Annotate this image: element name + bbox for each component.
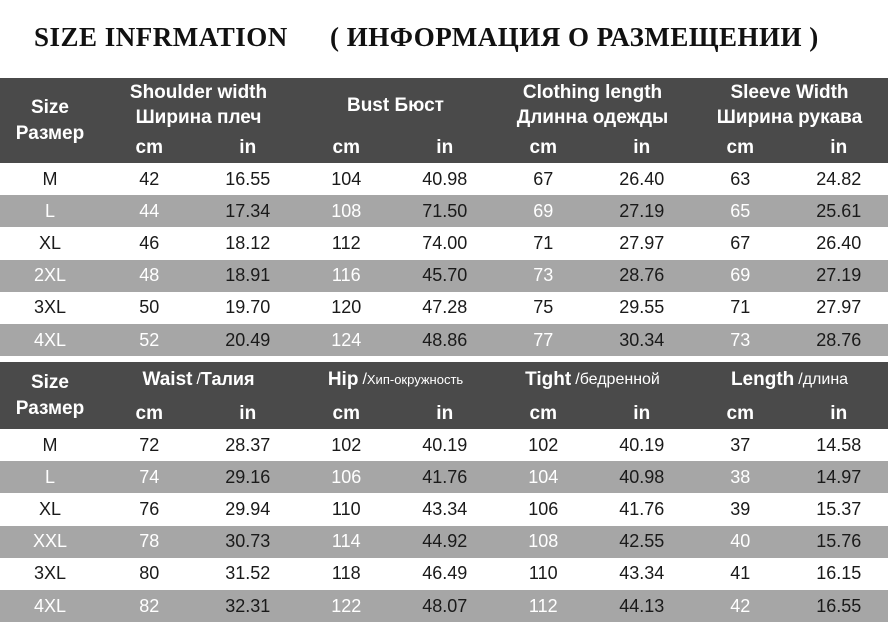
value-cell: 73 [494,260,593,292]
value-cell: 25.61 [790,195,888,227]
value-cell: 48.07 [396,590,495,622]
size-cell: 4XL [0,324,100,356]
value-cell: 42 [691,590,790,622]
value-cell: 69 [494,195,593,227]
page-title: SIZE INFRMATION [34,22,288,53]
value-cell: 124 [297,324,396,356]
header-tight [494,362,691,397]
value-cell: 120 [297,292,396,324]
value-cell: 29.55 [593,292,692,324]
value-cell: 75 [494,292,593,324]
header-separator: / [575,367,579,392]
header-ru: Ширина рукава [717,105,862,130]
unit-header: cm [100,132,199,163]
value-cell: 67 [494,163,593,195]
value-cell: 106 [494,493,593,525]
value-cell: 112 [297,227,396,259]
header-en: Waist [143,367,193,392]
unit-header: in [396,397,495,429]
header-en: Length [731,367,794,392]
value-cell: 48.86 [396,324,495,356]
size-cell: XL [0,227,100,259]
header-en: Sleeve Width [730,80,848,105]
value-cell: 27.19 [593,195,692,227]
value-cell: 28.76 [790,324,888,356]
value-cell: 15.76 [790,526,888,558]
header-ru: Ширина плеч [136,105,262,130]
header-en: Bust Бюст [347,93,444,118]
value-cell: 37 [691,429,790,461]
value-cell: 82 [100,590,199,622]
unit-header: in [199,132,298,163]
unit-header: in [790,132,888,163]
value-cell: 14.58 [790,429,888,461]
unit-header: in [396,132,495,163]
size-cell: L [0,461,100,493]
size-header-en: Size [31,95,69,121]
value-cell: 78 [100,526,199,558]
unit-header: cm [100,397,199,429]
size-header-en: Size [31,370,69,396]
size-table-bottom [0,362,888,622]
value-cell: 31.52 [199,558,298,590]
size-cell: 2XL [0,260,100,292]
value-cell: 50 [100,292,199,324]
unit-header: in [593,132,692,163]
value-cell: 32.31 [199,590,298,622]
value-cell: 44 [100,195,199,227]
value-cell: 40.19 [396,429,495,461]
value-cell: 102 [494,429,593,461]
unit-header: cm [494,132,593,163]
value-cell: 74 [100,461,199,493]
unit-header: cm [297,132,396,163]
size-header [0,362,100,429]
value-cell: 43.34 [396,493,495,525]
value-cell: 27.97 [790,292,888,324]
value-cell: 122 [297,590,396,622]
value-cell: 118 [297,558,396,590]
unit-header: cm [494,397,593,429]
value-cell: 67 [691,227,790,259]
header-en: Clothing length [523,80,662,105]
header-separator: / [798,367,802,392]
value-cell: 76 [100,493,199,525]
value-cell: 15.37 [790,493,888,525]
header-hip [297,362,494,397]
value-cell: 74.00 [396,227,495,259]
unit-header: in [199,397,298,429]
value-cell: 47.28 [396,292,495,324]
size-header [0,78,100,163]
value-cell: 80 [100,558,199,590]
value-cell: 72 [100,429,199,461]
value-cell: 71 [691,292,790,324]
value-cell: 40.19 [593,429,692,461]
value-cell: 20.49 [199,324,298,356]
unit-header: cm [297,397,396,429]
header-ru: Хип-окружность [367,367,463,392]
header-waist [100,362,297,397]
value-cell: 17.34 [199,195,298,227]
value-cell: 30.34 [593,324,692,356]
value-cell: 44.13 [593,590,692,622]
size-cell: 4XL [0,590,100,622]
value-cell: 40.98 [396,163,495,195]
value-cell: 29.16 [199,461,298,493]
header-ru: длина [803,367,848,392]
value-cell: 42.55 [593,526,692,558]
header-separator: / [196,367,200,392]
value-cell: 110 [297,493,396,525]
value-cell: 27.19 [790,260,888,292]
size-cell: XL [0,493,100,525]
header-ru: Длинна одежды [517,105,669,130]
value-cell: 52 [100,324,199,356]
value-cell: 44.92 [396,526,495,558]
value-cell: 110 [494,558,593,590]
value-cell: 26.40 [790,227,888,259]
value-cell: 45.70 [396,260,495,292]
value-cell: 108 [494,526,593,558]
value-cell: 106 [297,461,396,493]
value-cell: 26.40 [593,163,692,195]
value-cell: 30.73 [199,526,298,558]
header-en: Tight [525,367,571,392]
size-cell: XXL [0,526,100,558]
value-cell: 73 [691,324,790,356]
header-clothing-length [494,78,691,132]
value-cell: 40.98 [593,461,692,493]
size-cell: M [0,429,100,461]
header-ru: Талия [201,367,255,392]
size-table-top [0,78,888,356]
value-cell: 16.55 [790,590,888,622]
value-cell: 27.97 [593,227,692,259]
value-cell: 39 [691,493,790,525]
value-cell: 65 [691,195,790,227]
value-cell: 77 [494,324,593,356]
unit-header: in [790,397,888,429]
value-cell: 63 [691,163,790,195]
title-bar [0,0,888,78]
header-en: Hip [328,367,359,392]
value-cell: 116 [297,260,396,292]
value-cell: 108 [297,195,396,227]
header-ru: бедренной [580,367,660,392]
value-cell: 43.34 [593,558,692,590]
value-cell: 102 [297,429,396,461]
header-shoulder-width [100,78,297,132]
unit-header: cm [691,132,790,163]
value-cell: 38 [691,461,790,493]
value-cell: 19.70 [199,292,298,324]
value-cell: 41.76 [396,461,495,493]
value-cell: 41.76 [593,493,692,525]
value-cell: 46 [100,227,199,259]
header-bust [297,78,494,132]
value-cell: 46.49 [396,558,495,590]
value-cell: 42 [100,163,199,195]
value-cell: 104 [297,163,396,195]
value-cell: 41 [691,558,790,590]
value-cell: 29.94 [199,493,298,525]
size-cell: 3XL [0,292,100,324]
value-cell: 71 [494,227,593,259]
value-cell: 18.91 [199,260,298,292]
size-cell: M [0,163,100,195]
value-cell: 16.15 [790,558,888,590]
value-cell: 112 [494,590,593,622]
value-cell: 71.50 [396,195,495,227]
unit-header: in [593,397,692,429]
value-cell: 40 [691,526,790,558]
size-header-ru: Размер [16,396,84,422]
size-cell: L [0,195,100,227]
value-cell: 69 [691,260,790,292]
value-cell: 48 [100,260,199,292]
value-cell: 24.82 [790,163,888,195]
header-separator: / [362,367,366,392]
page-title-russian: ( ИНФОРМАЦИЯ О РАЗМЕЩЕНИИ ) [330,22,819,53]
unit-header: cm [691,397,790,429]
header-en: Shoulder width [130,80,267,105]
value-cell: 114 [297,526,396,558]
size-cell: 3XL [0,558,100,590]
value-cell: 28.37 [199,429,298,461]
value-cell: 18.12 [199,227,298,259]
value-cell: 16.55 [199,163,298,195]
header-sleeve-width [691,78,888,132]
header-length [691,362,888,397]
size-header-ru: Размер [16,121,84,147]
value-cell: 28.76 [593,260,692,292]
value-cell: 104 [494,461,593,493]
value-cell: 14.97 [790,461,888,493]
